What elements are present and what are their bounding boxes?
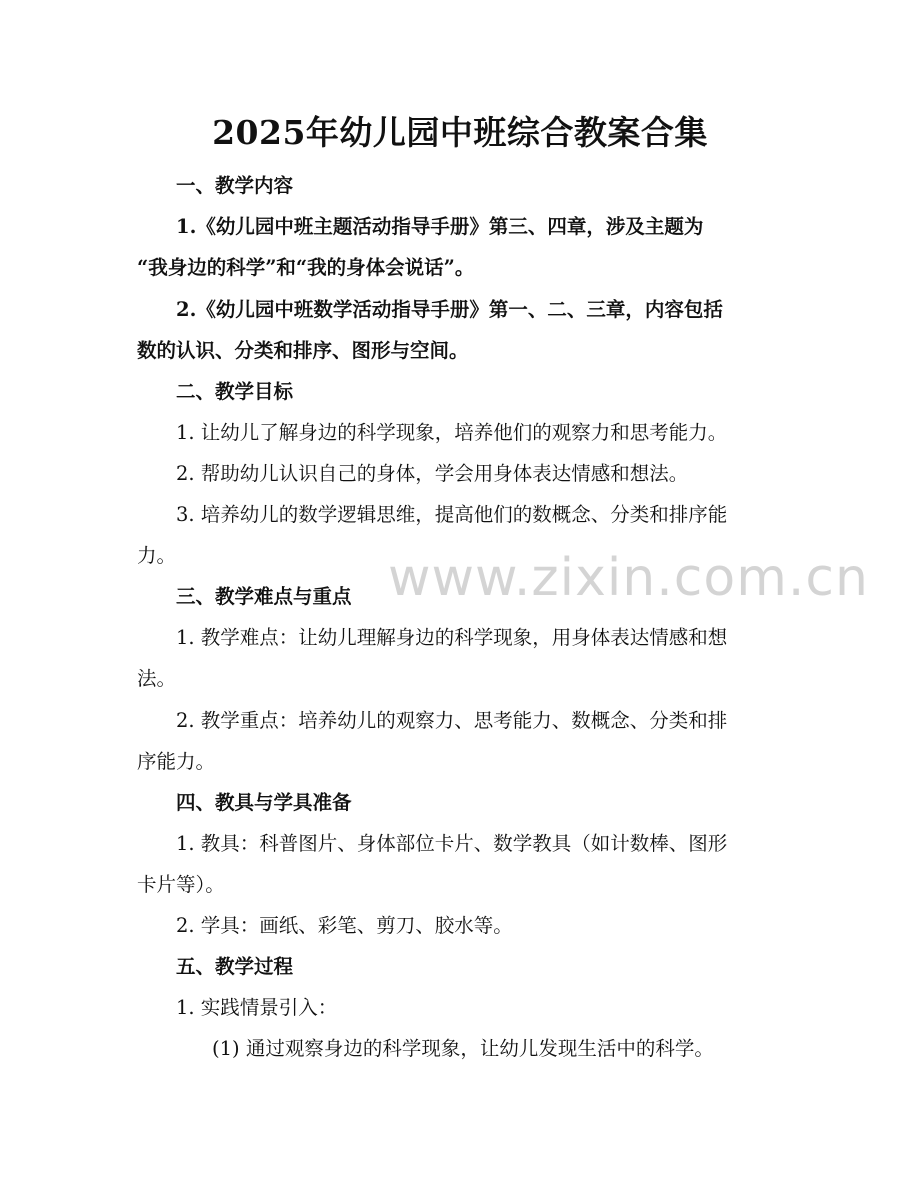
difficulty-item-2-line-2: 序能力。 — [137, 750, 216, 773]
section-heading-process: 五、教学过程 — [176, 955, 294, 978]
section-heading-teaching-content: 一、教学内容 — [176, 174, 294, 197]
section-heading-difficulties: 三、教学难点与重点 — [176, 585, 352, 608]
goal-item-2: 2. 帮助幼儿认识自己的身体，学会用身体表达情感和想法。 — [176, 462, 689, 485]
content-item-1-line-1: 1.《幼儿园中班主题活动指导手册》第三、四章，涉及主题为 — [176, 215, 704, 238]
difficulty-item-1-line-1: 1. 教学难点：让幼儿理解身边的科学现象，用身体表达情感和想 — [176, 626, 728, 649]
difficulty-item-1-line-2: 法。 — [137, 667, 177, 690]
materials-item-1-line-1: 1. 教具：科普图片、身体部位卡片、数学教具（如计数棒、图形 — [176, 832, 728, 855]
content-item-2-line-1: 2.《幼儿园中班数学活动指导手册》第一、二、三章，内容包括 — [176, 298, 723, 321]
watermark-text: www.zixin.com.cn — [388, 548, 869, 608]
process-subitem-1: (1) 通过观察身边的科学现象，让幼儿发现生活中的科学。 — [212, 1037, 714, 1060]
section-heading-materials: 四、教具与学具准备 — [176, 791, 352, 814]
document-title: 2025年幼儿园中班综合教案合集 — [212, 113, 708, 152]
goal-item-3-line-1: 3. 培养幼儿的数学逻辑思维，提高他们的数概念、分类和排序能 — [176, 503, 728, 526]
difficulty-item-2-line-1: 2. 教学重点：培养幼儿的观察力、思考能力、数概念、分类和排 — [176, 709, 728, 732]
content-item-1-line-2: “我身边的科学”和“我的身体会说话”。 — [137, 256, 475, 279]
content-item-2-line-2: 数的认识、分类和排序、图形与空间。 — [137, 339, 469, 362]
goal-item-1: 1. 让幼儿了解身边的科学现象，培养他们的观察力和思考能力。 — [176, 421, 728, 444]
materials-item-1-line-2: 卡片等）。 — [137, 873, 225, 896]
process-item-1: 1. 实践情景引入： — [176, 996, 338, 1019]
section-heading-teaching-goals: 二、教学目标 — [176, 380, 294, 403]
goal-item-3-line-2: 力。 — [137, 544, 177, 567]
materials-item-2: 2. 学具：画纸、彩笔、剪刀、胶水等。 — [176, 914, 513, 937]
